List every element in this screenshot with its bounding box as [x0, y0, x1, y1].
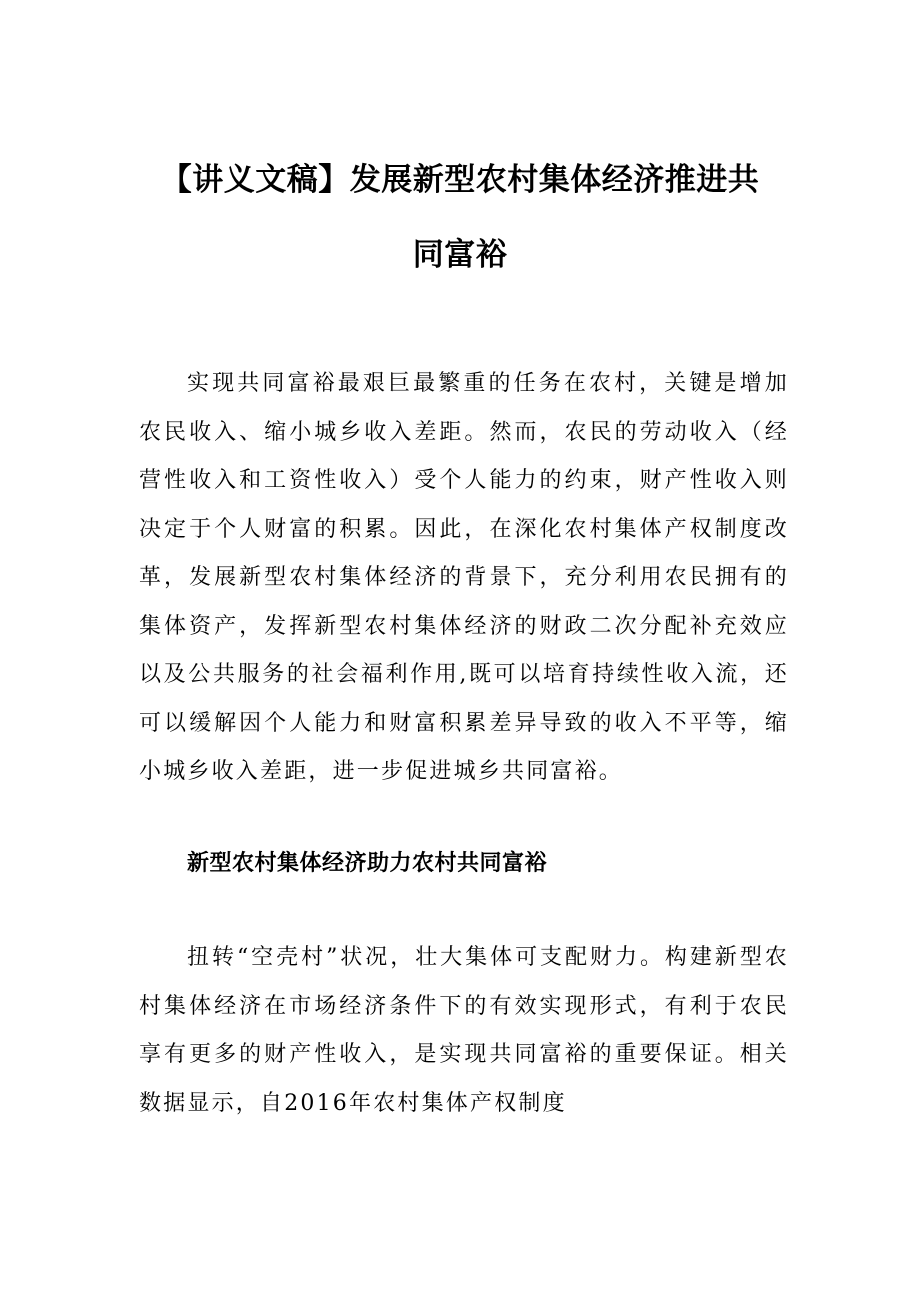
- document-title-line-2: 同富裕: [412, 237, 508, 273]
- section-paragraph: 扭转“空壳村”状况，壮大集体可支配财力。构建新型农村集体经济在市场经济条件下的有效实现形式，有利于农民享有更多的财产性收入，是实现共同富裕的重要保证。相关数据显示，自2016年农村集体产权制度: [139, 945, 789, 1116]
- document-title-line-1: 【讲义文稿】发展新型农村集体经济推进共: [160, 162, 760, 198]
- section-heading: 新型农村集体经济助力农村共同富裕: [187, 851, 548, 876]
- intro-paragraph: 实现共同富裕最艰巨最繁重的任务在农村，关键是增加农民收入、缩小城乡收入差距。然而，农民的劳动收入（经营性收入和工资性收入）受个人能力的约束，财产性收入则决定于个人财富的积累。因此，在深化农村集体产权制度改革，发展新型农村集体经济的背景下，充分利用农民拥有的集体资产，发挥新型农村集体经济的财政二次分配补充效应以及公共服务的社会福利作用,既可以培育持续性收入流，还可以缓解因个人能力和财富积累差异导致的收入不平等，缩小城乡收入差距，进一步促进城乡共同富裕。: [139, 371, 789, 784]
